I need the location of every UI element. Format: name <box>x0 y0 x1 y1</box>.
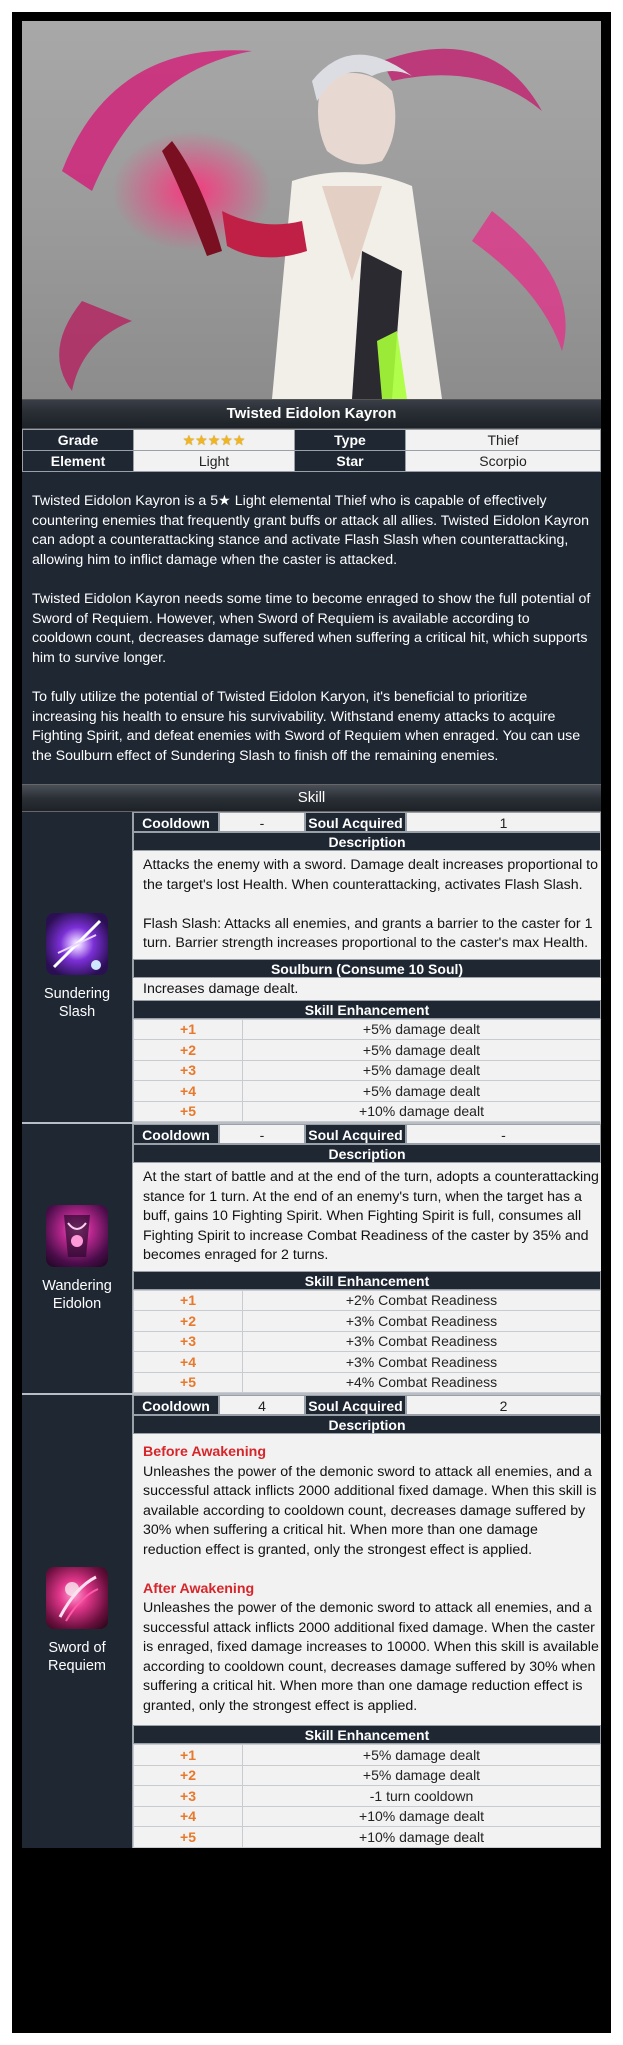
skill-stats-row <box>133 1395 601 1415</box>
element-label: Element <box>23 451 134 472</box>
enh-effect: +5% damage dealt <box>243 1060 601 1081</box>
cooldown-label: Cooldown <box>133 812 219 832</box>
enh-level: +2 <box>134 1311 243 1332</box>
skill-details <box>133 1124 601 1393</box>
star-icon: ★ <box>232 431 246 448</box>
skill-details <box>133 1395 601 1848</box>
skill-name: Wandering Eidolon <box>42 1277 112 1312</box>
type-label: Type <box>295 430 406 451</box>
description-paragraph: Twisted Eidolon Kayron is a 5★ Light elemental Thief who is capable of effectively countering enemies that frequently grant buffs or attack all allies. Twisted Eidolon Kayron can adopt a counterattacking stance and activate Flash Slash when counterattacking, allowing him to inflict damage when the caster is attacked. <box>32 493 590 568</box>
table-row <box>134 1290 601 1311</box>
skill-description <box>133 1163 601 1271</box>
table-row <box>134 1827 601 1848</box>
description-header: Description <box>133 832 601 851</box>
enh-level: +1 <box>134 1290 243 1311</box>
soul-acquired-value: - <box>406 1124 601 1144</box>
hero-description <box>22 472 601 784</box>
skill-description-text: At the start of battle and at the end of the turn, adopts a counterattacking stance for 1 turn. At the end of an enemy's turn, when the target has a buff, gains 10 Fighting Spirit. When Fighting Spirit is full, consumes all Fighting Spirit to increase Combat Readiness of the caster by 35% and becomes enraged for 2 turns. <box>143 1169 599 1263</box>
star-label: Star <box>295 451 406 472</box>
skill-identity <box>22 812 133 1122</box>
skill-identity <box>22 1124 133 1393</box>
skill-enhancement-header: Skill Enhancement <box>133 1000 601 1019</box>
before-awakening-title: Before Awakening <box>143 1444 266 1460</box>
enh-level: +4 <box>134 1806 243 1827</box>
element-value: Light <box>134 451 295 472</box>
enh-level: +5 <box>134 1827 243 1848</box>
table-row <box>134 1060 601 1081</box>
enh-effect: +3% Combat Readiness <box>243 1311 601 1332</box>
sword-of-requiem-icon <box>46 1567 108 1629</box>
skill-description-text: Unleashes the power of the demonic sword to attack all enemies, and a successful attack inflicts 2000 additional fixed damage. When the caster is enraged, fixed damage increases to 10000. When this skill is available according to cooldown count, decreases damage suffered by 30% when suffering a critical hit. When more than one damage reduction effect is granted, only the strongest effect is applied. <box>143 1600 599 1714</box>
skill-description <box>133 1434 601 1725</box>
description-paragraph: Twisted Eidolon Kayron needs some time to become enraged to show the full potential of Sword of Requiem. However, when Sword of Requiem is available according to cooldown count, decreases damage suffered when suffering a critical hit, which supports him to survive longer. <box>32 591 591 666</box>
enh-effect: +5% damage dealt <box>243 1745 601 1766</box>
cooldown-label: Cooldown <box>133 1124 219 1144</box>
skill-description-text: Unleashes the power of the demonic sword to attack all enemies, and a successful attack inflicts 2000 additional fixed damage. When this skill is available according to cooldown count, decreases damage suffered by 30% when suffering a critical hit. When more than one damage reduction effect is granted, only the strongest effect is applied. <box>143 1463 597 1558</box>
table-row <box>134 1372 601 1393</box>
star-icon: ★ <box>220 431 233 448</box>
enh-level: +5 <box>134 1372 243 1393</box>
enh-effect: +5% damage dealt <box>243 1765 601 1786</box>
skill-details <box>133 812 601 1122</box>
description-paragraph: To fully utilize the potential of Twisted Eidolon Karyon, it's beneficial to prioritize increasing his health to ensure his survivability. Withstand enemy attacks to acquire Fighting Spirit, and defeat enemies with Sword of Requiem when enraged. You can use the Soulburn effect of Sundering Slash to finish off the remaining enemies. <box>32 689 581 764</box>
description-header: Description <box>133 1144 601 1163</box>
wandering-eidolon-icon <box>46 1205 108 1267</box>
skill-section-title: Skill <box>22 784 601 812</box>
soul-acquired-label: Soul Acquired <box>305 1395 406 1415</box>
enh-effect: +5% damage dealt <box>243 1019 601 1040</box>
skill-block <box>22 812 601 1124</box>
enhancement-table <box>133 1290 601 1394</box>
table-row <box>134 1040 601 1061</box>
description-header: Description <box>133 1415 601 1434</box>
enh-level: +3 <box>134 1786 243 1807</box>
sundering-slash-icon <box>46 913 108 975</box>
enh-effect: +5% damage dealt <box>243 1081 601 1102</box>
table-row <box>134 1331 601 1352</box>
skill-identity <box>22 1395 133 1848</box>
table-row <box>134 1019 601 1040</box>
enh-effect: +3% Combat Readiness <box>243 1352 601 1373</box>
page-frame <box>12 12 611 2033</box>
enh-effect: +10% damage dealt <box>243 1827 601 1848</box>
hero-illustration <box>22 21 601 399</box>
skill-description-text: Attacks the enemy with a sword. Damage dealt increases proportional to the target's lost Health. When counterattacking, activates Flash Slash. <box>143 857 599 893</box>
enh-effect: +10% damage dealt <box>243 1806 601 1827</box>
enh-effect: +2% Combat Readiness <box>243 1290 601 1311</box>
enh-level: +4 <box>134 1081 243 1102</box>
enh-level: +1 <box>134 1019 243 1040</box>
cooldown-label: Cooldown <box>133 1395 219 1415</box>
enh-effect: +10% damage dealt <box>243 1101 601 1122</box>
skill-name: Sundering Slash <box>43 986 111 1020</box>
enhancement-table <box>133 1019 601 1123</box>
table-row <box>134 1352 601 1373</box>
skill-block <box>22 1395 601 1848</box>
star-icon: ★ <box>195 431 208 448</box>
star-icon: ★ <box>182 431 196 448</box>
grade-label: Grade <box>23 430 134 451</box>
type-value: Thief <box>406 430 601 451</box>
enh-effect: +5% damage dealt <box>243 1040 601 1061</box>
star-icon: ★ <box>207 431 221 448</box>
star-rating <box>183 432 246 448</box>
cooldown-value: 4 <box>219 1395 305 1415</box>
soul-acquired-label: Soul Acquired <box>305 1124 406 1144</box>
enh-effect: +4% Combat Readiness <box>243 1372 601 1393</box>
skill-stats-row <box>133 1124 601 1144</box>
skill-description-text: Flash Slash: Attacks all enemies, and grants a barrier to the caster for 1 turn. Barrier strength increases proportional to the caster's max Health. <box>143 915 593 951</box>
character-card <box>22 21 601 1848</box>
after-awakening-title: After Awakening <box>143 1580 255 1597</box>
hero-portrait <box>22 21 601 399</box>
skill-enhancement-header: Skill Enhancement <box>133 1725 601 1744</box>
table-row <box>134 1745 601 1766</box>
table-row <box>134 1786 601 1807</box>
skill-stats-row <box>133 812 601 832</box>
enh-level: +3 <box>134 1060 243 1081</box>
skill-block <box>22 1124 601 1395</box>
table-row <box>134 1311 601 1332</box>
skill-enhancement-header: Skill Enhancement <box>133 1271 601 1290</box>
cooldown-value: - <box>219 812 305 832</box>
enh-effect: -1 turn cooldown <box>243 1786 601 1807</box>
table-row <box>134 1101 601 1122</box>
soul-acquired-value: 2 <box>406 1395 601 1415</box>
table-row <box>134 1081 601 1102</box>
hero-name: Twisted Eidolon Kayron <box>22 399 601 429</box>
cooldown-value: - <box>219 1124 305 1144</box>
table-row <box>134 1806 601 1827</box>
soul-acquired-label: Soul Acquired <box>305 812 406 832</box>
enh-level: +5 <box>134 1101 243 1122</box>
info-table <box>22 429 601 472</box>
soul-acquired-value: 1 <box>406 812 601 832</box>
skill-name: Sword of Requiem <box>47 1640 107 1675</box>
enh-level: +1 <box>134 1745 243 1766</box>
enhancement-table <box>133 1744 601 1848</box>
enh-level: +2 <box>134 1040 243 1061</box>
skill-description <box>133 851 601 959</box>
enh-level: +3 <box>134 1331 243 1352</box>
enh-level: +2 <box>134 1765 243 1786</box>
grade-stars <box>134 430 295 451</box>
enh-level: +4 <box>134 1352 243 1373</box>
table-row <box>134 1765 601 1786</box>
soulburn-text: Increases damage dealt. <box>143 980 299 997</box>
soulburn-header: Soulburn (Consume 10 Soul) <box>133 959 601 978</box>
star-value: Scorpio <box>406 451 601 472</box>
enh-effect: +3% Combat Readiness <box>243 1331 601 1352</box>
